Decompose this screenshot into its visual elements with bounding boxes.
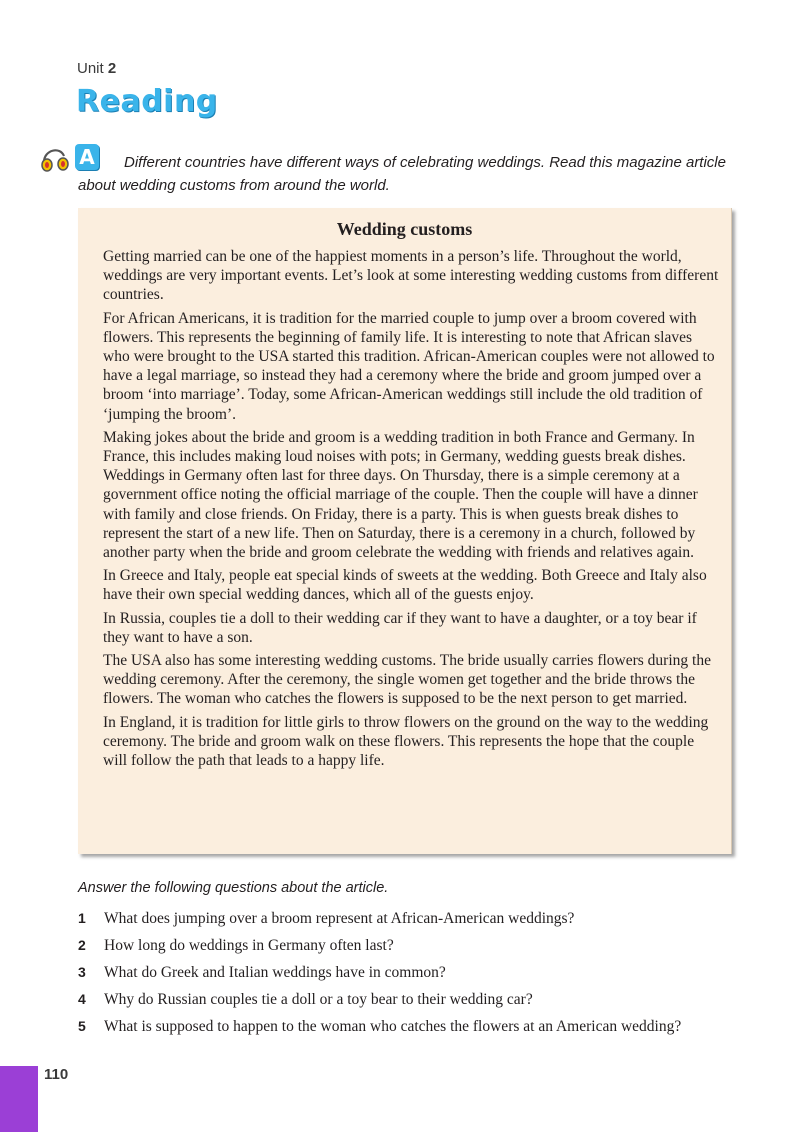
article-box [78, 208, 732, 854]
headphones-icon [38, 142, 74, 178]
question-text: What does jumping over a broom represent at African-American weddings? [104, 910, 575, 927]
part-letter: A [75, 144, 99, 170]
article-title: Wedding customs [336, 219, 473, 239]
article-body [103, 247, 721, 774]
article-paragraph: In England, it is tradition for little girls to throw flowers on the ground on the way to the wedding ceremony. The bride and groom walk on these flowers. This represents the hope that the couple will follow the path that leads to a happy life. [103, 713, 709, 770]
article-paragraph: For African Americans, it is tradition for the married couple to jump over a broom covered with flowers. This represents the beginning of family life. It is interesting to note that African slaves who were brought to the USA started this tradition. African-American couples were not allowed to have a legal marriage, so instead they had a ceremony where the bride and groom jumped over a broom ‘into marriage’. Today, some African-American weddings still include the old tradition of ‘jumping the broom’. [103, 309, 715, 423]
question-item [78, 990, 728, 1009]
page-tab [0, 1066, 38, 1132]
question-number: 4 [78, 991, 86, 1007]
question-item [78, 936, 728, 955]
unit-label [77, 60, 116, 77]
questions-intro: Answer the following questions about the article. [78, 880, 389, 896]
question-text: What is supposed to happen to the woman who catches the flowers at an American wedding? [104, 1018, 682, 1035]
question-number: 2 [78, 937, 86, 953]
questions-list [78, 909, 728, 1044]
question-text: How long do weddings in Germany often last? [104, 937, 394, 954]
unit-number: 2 [107, 60, 117, 77]
section-title: Reading [76, 84, 218, 119]
question-number: 3 [78, 964, 86, 980]
article-paragraph: Making jokes about the bride and groom is a wedding tradition in both France and Germany. In France, this includes making loud noises with pots; in Germany, wedding guests break dishes. Weddings in Germany often last for three days. On Thursday, there is a simple ceremony at a government office noting the official marriage of the couple. Then the couple will have a dinner with family and close friends. On Friday, there is a party. This is when guests break dishes to represent the start of a new life. Then on Saturday, there is a ceremony in a church, followed by another party when the bride and groom celebrate the wedding with friends and relatives again. [103, 428, 698, 562]
article-paragraph: In Russia, couples tie a doll to their wedding car if they want to have a daughter, or a toy bear if they want to have a son. [103, 609, 697, 646]
question-item [78, 1017, 728, 1036]
unit-word: Unit [77, 60, 104, 77]
instruction-text: Different countries have different ways of celebrating weddings. Read this magazine article about wedding customs from around the world. [78, 154, 726, 194]
article-paragraph: Getting married can be one of the happiest moments in a person’s life. Throughout the world, weddings are very important events. Let’s look at some interesting wedding customs from different countries. [103, 248, 719, 304]
question-text: What do Greek and Italian weddings have in common? [104, 964, 446, 981]
question-number: 5 [78, 1018, 86, 1034]
article-paragraph: In Greece and Italy, people eat special kinds of sweets at the wedding. Both Greece and Italy also have their own special wedding dances, which all of the guests enjoy. [103, 567, 707, 604]
question-item [78, 909, 728, 928]
question-item [78, 963, 728, 982]
question-number: 1 [78, 910, 86, 926]
page-number: 110 [44, 1066, 69, 1083]
article-paragraph: The USA also has some interesting wedding customs. The bride usually carries flowers during the wedding ceremony. After the ceremony, the single women get together and the bride throws the flowers. The woman who catches the flowers is supposed to be the next person to get married. [103, 652, 711, 708]
question-text: Why do Russian couples tie a doll or a toy bear to their wedding car? [104, 991, 533, 1008]
